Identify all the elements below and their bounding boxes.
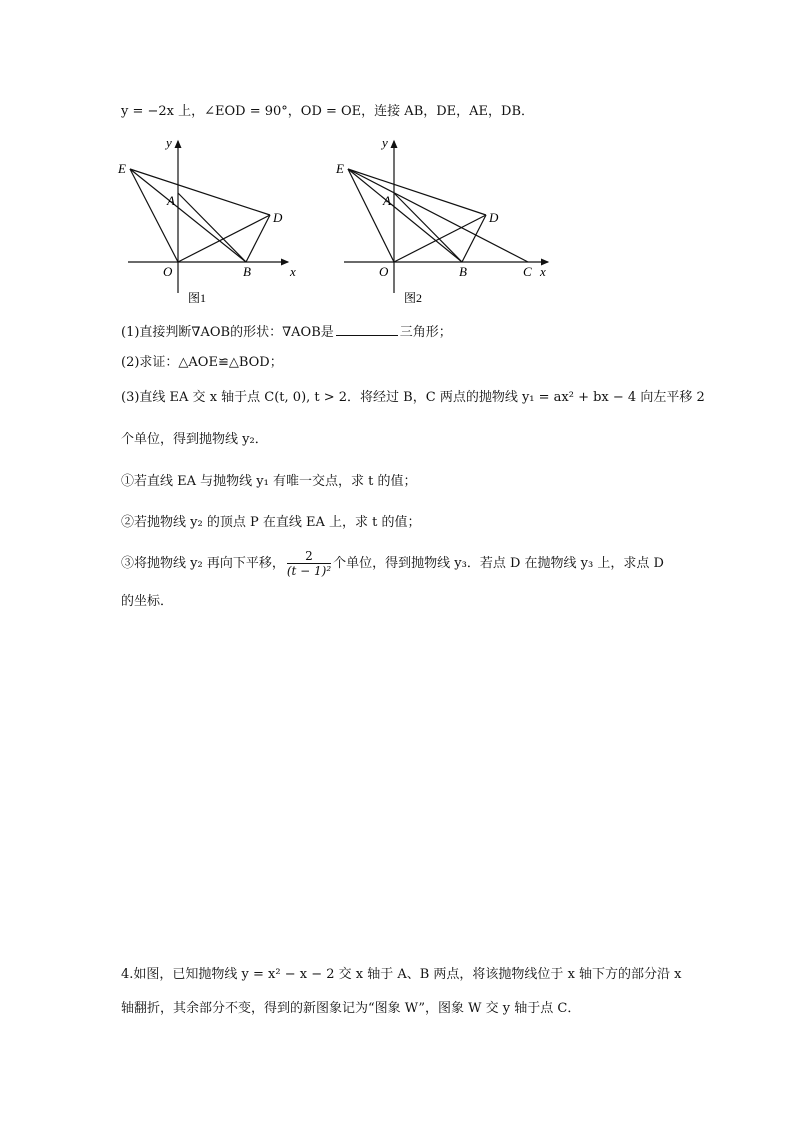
label-e: E bbox=[118, 161, 126, 176]
segment-eo bbox=[348, 169, 394, 262]
part-3-line-1: (3)直线 EA 交 x 轴于点 C(t, 0), t > 2．将经过 B，C 两点的抛物线 y₁ = ax² + bx − 4 向左平移 2 bbox=[121, 390, 705, 405]
label-d: D bbox=[273, 210, 283, 225]
segment-ed bbox=[348, 169, 486, 215]
label-c: C bbox=[523, 264, 532, 279]
segment-eb bbox=[348, 169, 462, 262]
part-3-line-2: 个单位，得到抛物线 y₂． bbox=[121, 432, 268, 447]
label-o: O bbox=[379, 264, 389, 279]
label-b: B bbox=[459, 264, 467, 279]
question-4-line-1: 4.如图，已知抛物线 y = x² − x − 2 交 x 轴于 A、B 两点，将该抛物线位于 x 轴下方的部分沿 x bbox=[121, 967, 682, 982]
part-1-tail: 三角形； bbox=[399, 325, 452, 340]
caption-figure-1: 图1 bbox=[188, 291, 207, 303]
answer-blank bbox=[336, 323, 398, 336]
segment-ec bbox=[348, 169, 528, 262]
part-2: (2)求证：△AOE≌△BOD； bbox=[121, 355, 283, 370]
sub-question-3 bbox=[121, 547, 664, 581]
question-4-line-2: 轴翻折，其余部分不变，得到的新图象记为“图象 W”，图象 W 交 y 轴于点 C． bbox=[121, 1001, 581, 1016]
segment-od bbox=[178, 215, 270, 262]
sub-question-1: ①若直线 EA 与抛物线 y₁ 有唯一交点，求 t 的值； bbox=[121, 474, 417, 489]
label-x: x bbox=[290, 264, 296, 279]
label-o: O bbox=[163, 264, 173, 279]
segment-eb bbox=[130, 169, 246, 262]
segment-db bbox=[246, 215, 270, 262]
sub-question-2: ②若抛物线 y₂ 的顶点 P 在直线 EA 上，求 t 的值； bbox=[121, 515, 421, 530]
label-a: A bbox=[383, 193, 391, 208]
sub-question-3-line-2: 的坐标． bbox=[121, 594, 174, 609]
caption-figure-2: 图2 bbox=[404, 291, 423, 303]
label-a: A bbox=[167, 193, 175, 208]
fraction-numerator: 2 bbox=[287, 549, 331, 564]
segment-od bbox=[394, 215, 486, 262]
label-d: D bbox=[489, 210, 499, 225]
intro-line: y = −2x 上，∠EOD = 90°，OD = OE，连接 AB，DE，AE，DB． bbox=[121, 104, 535, 119]
part-1 bbox=[121, 323, 452, 342]
fraction bbox=[287, 549, 331, 578]
part-1-text: (1)直接判断∇AOB的形状：∇AOB是 bbox=[121, 325, 334, 340]
label-y: y bbox=[382, 135, 388, 150]
label-e: E bbox=[336, 161, 344, 176]
figure-1 bbox=[110, 133, 310, 303]
figure-2 bbox=[326, 133, 551, 303]
fraction-denominator: (t − 1)² bbox=[286, 564, 332, 578]
label-x: x bbox=[540, 264, 546, 279]
segment-ed bbox=[130, 169, 270, 215]
label-b: B bbox=[243, 264, 251, 279]
label-y: y bbox=[166, 135, 172, 150]
sub-3-text: ③将抛物线 y₂ 再向下平移， bbox=[121, 556, 285, 571]
sub-3-tail: 个单位，得到抛物线 y₃．若点 D 在抛物线 y₃ 上，求点 D bbox=[333, 556, 664, 571]
